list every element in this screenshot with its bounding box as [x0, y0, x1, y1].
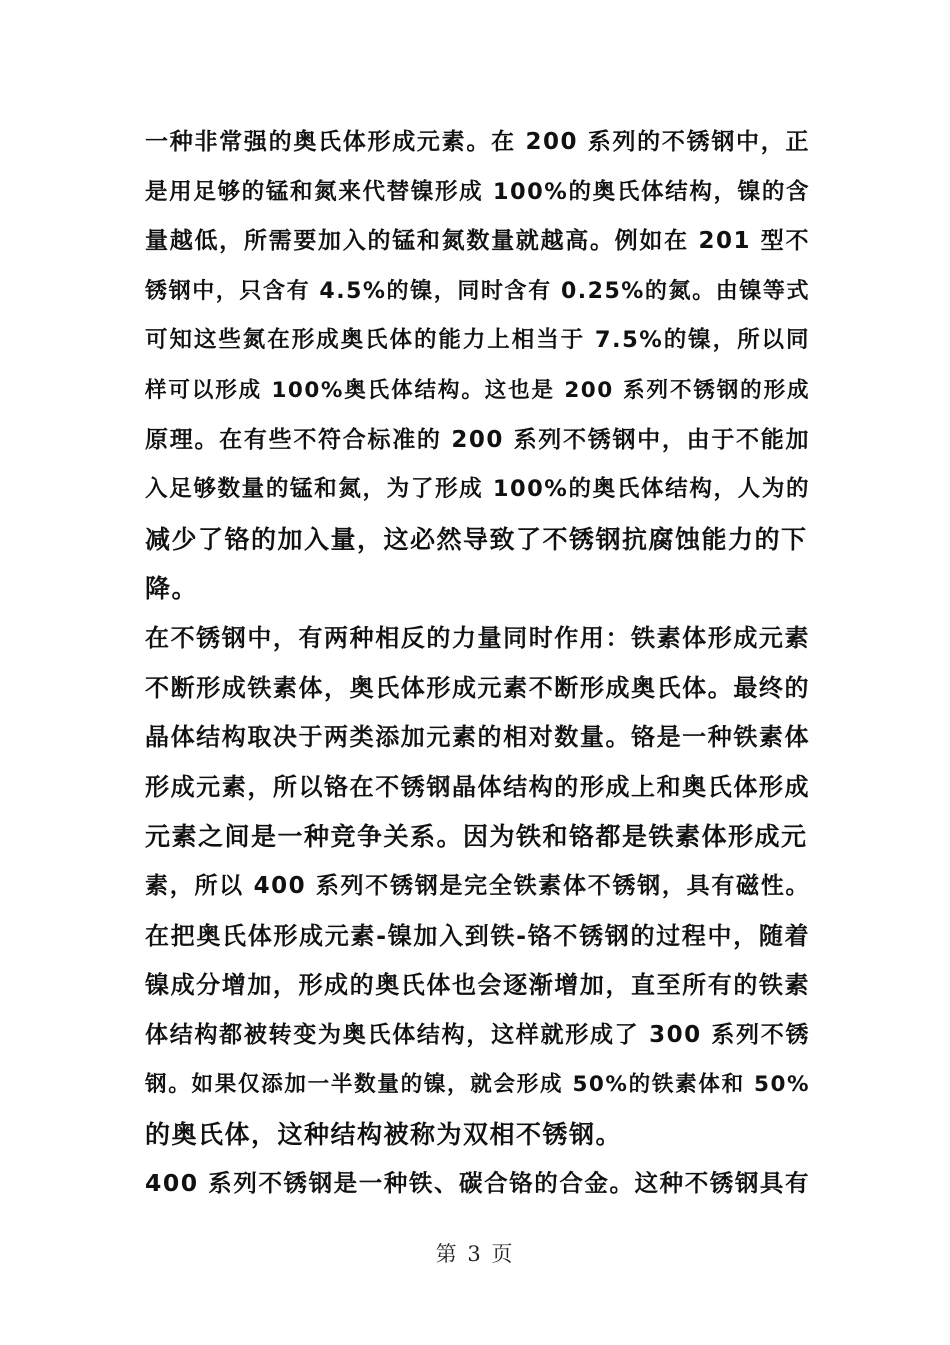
text-line: 在把奥氏体形成元素-镍加入到铁-铬不锈钢的过程中，随着: [145, 921, 810, 950]
text-line: 形成元素，所以铬在不锈钢晶体结构的形成上和奥氏体形成: [145, 772, 810, 801]
body-text: [145, 118, 810, 1209]
text-line: 在不锈钢中，有两种相反的力量同时作用：铁素体形成元素: [145, 623, 810, 652]
text-line: 素，所以 400 系列不锈钢是完全铁素体不锈钢，具有磁性。: [145, 872, 810, 899]
text-line: 体结构都被转变为奥氏体结构，这样就形成了 300 系列不锈: [145, 1021, 810, 1048]
text-line: 元素之间是一种竞争关系。因为铁和铬都是铁素体形成元: [145, 822, 808, 852]
text-line: 400 系列不锈钢是一种铁、碳合铬的合金。这种不锈钢具有: [145, 1169, 810, 1198]
text-line: 晶体结构取决于两类添加元素的相对数量。铬是一种铁素体: [145, 723, 810, 752]
text-line: 钢。如果仅添加一半数量的镍，就会形成 50%的铁素体和 50%: [145, 1072, 810, 1098]
text-line: 一种非常强的奥氏体形成元素。在 200 系列的不锈钢中，正: [145, 129, 810, 155]
text-line: 可知这些氮在形成奥氏体的能力上相当于 7.5%的镍，所以同: [145, 327, 810, 354]
text-line: 降。: [145, 574, 199, 604]
text-line: 锈钢中，只含有 4.5%的镍，同时含有 0.25%的氮。由镍等式: [145, 278, 810, 304]
text-line: 的奥氏体，这种结构被称为双相不锈钢。: [145, 1119, 623, 1149]
text-line: 原理。在有些不符合标准的 200 系列不锈钢中，由于不能加: [145, 426, 810, 453]
text-line: 是用足够的锰和氮来代替镍形成 100%的奥氏体结构，镍的含: [145, 178, 810, 205]
text-line: 减少了铬的加入量，这必然导致了不锈钢抗腐蚀能力的下: [145, 524, 808, 554]
text-line: 入足够数量的锰和氮，为了形成 100%的奥氏体结构，人为的: [145, 476, 810, 503]
text-line: 镍成分增加，形成的奥氏体也会逐渐增加，直至所有的铁素: [145, 971, 810, 1000]
page-number-footer: 第 3 页: [435, 1242, 515, 1266]
text-line: 量越低，所需要加入的锰和氮数量就越高。例如在 201 型不: [145, 228, 810, 255]
text-line: 样可以形成 100%奥氏体结构。这也是 200 系列不锈钢的形成: [145, 377, 810, 403]
text-line: 不断形成铁素体，奥氏体形成元素不断形成奥氏体。最终的: [145, 673, 810, 702]
